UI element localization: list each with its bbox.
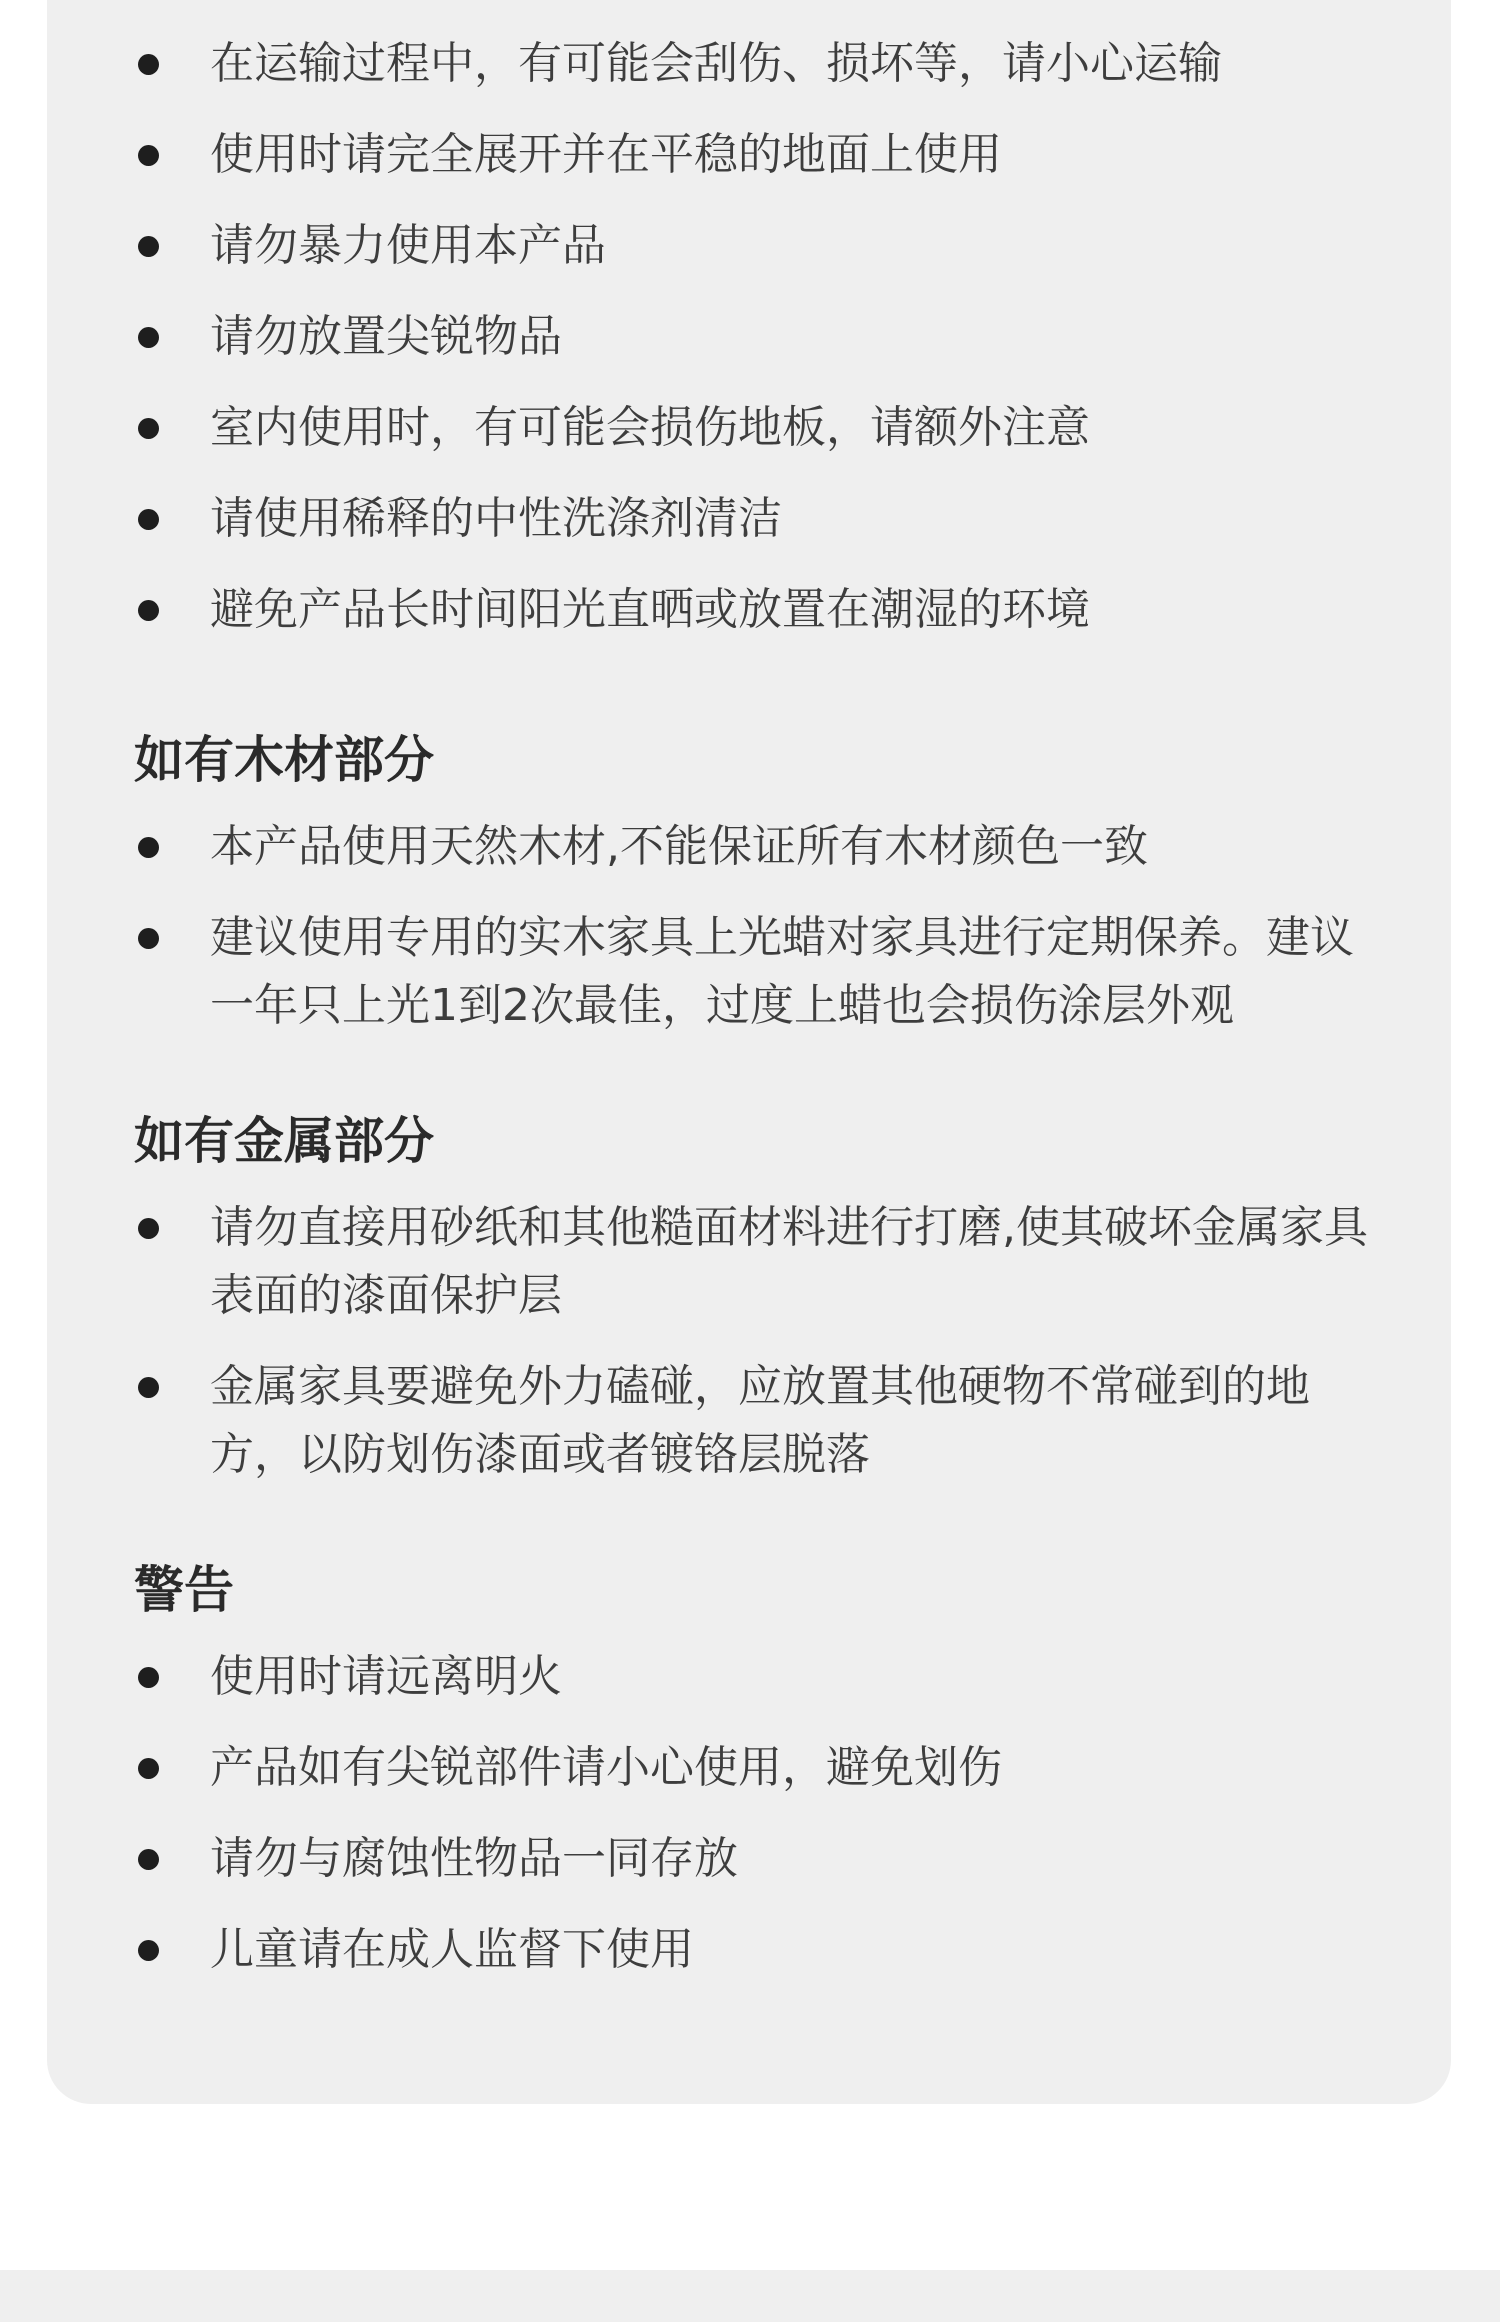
bullet-icon: [138, 1667, 159, 1688]
list-item-text: 在运输过程中，有可能会刮伤、损坏等，请小心运输: [210, 38, 1222, 89]
list-item: [134, 121, 1374, 189]
warning-list: [134, 1643, 1374, 1984]
list-item-text: 请勿直接用砂纸和其他糙面材料进行打磨,使其破坏金属家具表面的漆面保护层: [210, 1202, 1368, 1321]
list-item-text: 使用时请完全展开并在平稳的地面上使用: [210, 129, 1002, 180]
list-item: [134, 1194, 1374, 1330]
list-item: [134, 1353, 1374, 1489]
bullet-icon: [138, 837, 159, 858]
bullet-icon: [138, 236, 159, 257]
list-item: [134, 485, 1374, 553]
wood-section-title: 如有木材部分: [134, 731, 434, 789]
list-item: [134, 1916, 1374, 1984]
general-care-list: [134, 30, 1374, 644]
list-item: [134, 303, 1374, 371]
list-item: [134, 813, 1374, 881]
list-item-text: 请勿放置尖锐物品: [210, 311, 562, 362]
list-item-text: 产品如有尖锐部件请小心使用，避免划伤: [210, 1742, 1002, 1793]
list-item-text: 避免产品长时间阳光直晒或放置在潮湿的环境: [210, 584, 1090, 635]
warning-section-title: 警告: [134, 1561, 234, 1619]
bullet-icon: [138, 418, 159, 439]
bullet-icon: [138, 54, 159, 75]
bullet-icon: [138, 509, 159, 530]
bullet-icon: [138, 1377, 159, 1398]
list-item-text: 室内使用时，有可能会损伤地板，请额外注意: [210, 402, 1090, 453]
list-item-text: 建议使用专用的实木家具上光蜡对家具进行定期保养。建议一年只上光1到2次最佳，过度上蜡也会损伤涂层外观: [210, 912, 1354, 1031]
bullet-icon: [138, 1758, 159, 1779]
bullet-icon: [138, 145, 159, 166]
list-item-text: 本产品使用天然木材,不能保证所有木材颜色一致: [210, 821, 1148, 872]
bullet-icon: [138, 327, 159, 348]
list-item-text: 请勿与腐蚀性物品一同存放: [210, 1833, 738, 1884]
next-section-edge: [0, 2270, 1500, 2322]
metal-section-title: 如有金属部分: [134, 1112, 434, 1170]
metal-care-list: [134, 1194, 1374, 1489]
list-item: [134, 1734, 1374, 1802]
list-item: [134, 30, 1374, 98]
list-item-text: 使用时请远离明火: [210, 1651, 562, 1702]
list-item: [134, 1825, 1374, 1893]
care-instructions-content: [134, 30, 1374, 2007]
list-item: [134, 212, 1374, 280]
bullet-icon: [138, 1940, 159, 1961]
list-item-text: 请使用稀释的中性洗涤剂清洁: [210, 493, 782, 544]
list-item-text: 请勿暴力使用本产品: [210, 220, 606, 271]
wood-care-list: [134, 813, 1374, 1040]
bullet-icon: [138, 600, 159, 621]
list-item-text: 儿童请在成人监督下使用: [210, 1924, 694, 1975]
list-item: [134, 1643, 1374, 1711]
bullet-icon: [138, 1218, 159, 1239]
list-item-text: 金属家具要避免外力磕碰，应放置其他硬物不常碰到的地方，以防划伤漆面或者镀铬层脱落: [210, 1361, 1310, 1480]
bullet-icon: [138, 928, 159, 949]
list-item: [134, 394, 1374, 462]
list-item: [134, 904, 1374, 1040]
list-item: [134, 576, 1374, 644]
bullet-icon: [138, 1849, 159, 1870]
